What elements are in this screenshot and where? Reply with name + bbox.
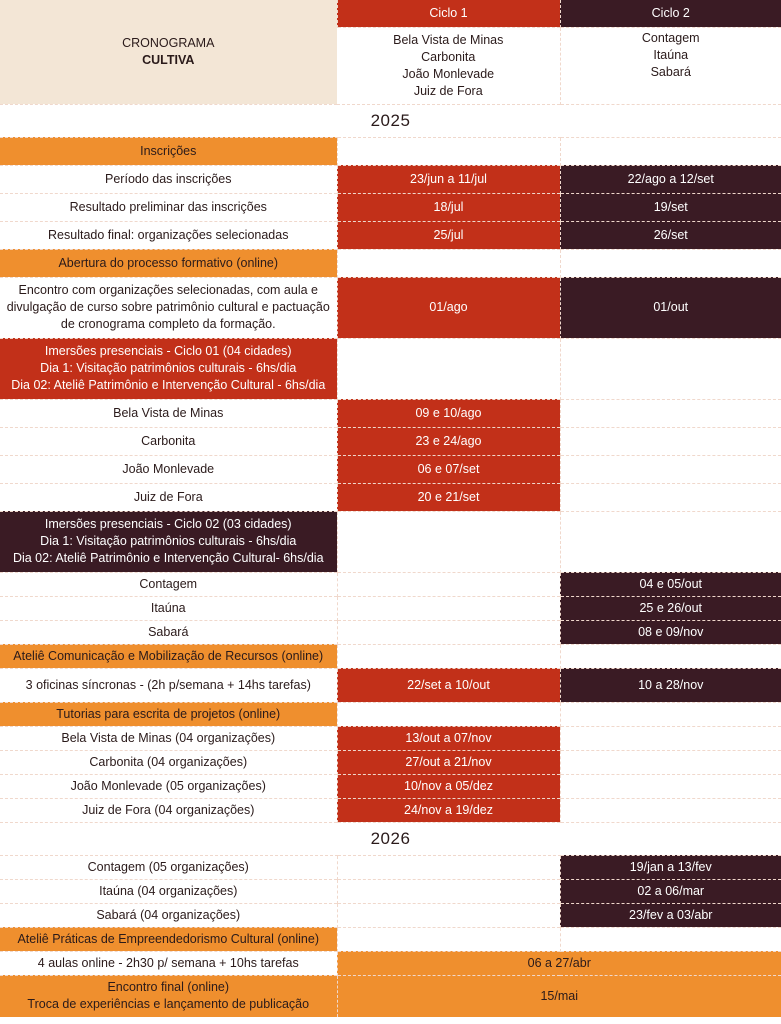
label-line: Encontro com organizações selecionadas, com aula e — [18, 283, 318, 297]
ciclo2-cities — [560, 27, 781, 104]
row-label — [0, 277, 337, 338]
ciclo2-date: 19/set — [560, 193, 781, 221]
empty-cell — [560, 726, 781, 750]
section-abertura: Abertura do processo formativo (online) — [0, 249, 337, 277]
ciclo1-header: Ciclo 1 — [337, 0, 560, 27]
row-label: Carbonita — [0, 427, 337, 455]
row-label: 4 aulas online - 2h30 p/ semana + 10hs tarefas — [0, 951, 337, 975]
ciclo2-date: 25 e 26/out — [560, 596, 781, 620]
empty-cell — [560, 483, 781, 511]
empty-cell — [560, 399, 781, 427]
ciclo2-date: 22/ago a 12/set — [560, 165, 781, 193]
city: João Monlevade — [402, 66, 495, 81]
empty-cell — [337, 855, 560, 879]
empty-cell — [337, 644, 560, 668]
empty-cell — [337, 338, 560, 399]
row-label: Resultado preliminar das inscrições — [0, 193, 337, 221]
city: Contagem — [641, 30, 700, 45]
ciclo1-cities — [337, 27, 560, 104]
ciclo1-date: 09 e 10/ago — [337, 399, 560, 427]
row-label: Sabará — [0, 620, 337, 644]
ciclo2-date: 02 a 06/mar — [560, 879, 781, 903]
empty-cell — [337, 903, 560, 927]
city: Bela Vista de Minas — [393, 32, 504, 47]
ciclo2-date: 23/fev a 03/abr — [560, 903, 781, 927]
section-line: Dia 02: Ateliê Patrimônio e Intervenção Cultural- 6hs/dia — [12, 551, 324, 565]
empty-cell — [560, 455, 781, 483]
city: Itaúna — [653, 47, 689, 62]
empty-cell — [560, 774, 781, 798]
section-atelie-empreendedorismo: Ateliê Práticas de Empreendedorismo Cultural (online) — [0, 927, 337, 951]
empty-cell — [337, 596, 560, 620]
empty-cell — [560, 511, 781, 572]
row-label: Bela Vista de Minas (04 organizações) — [0, 726, 337, 750]
row-label: João Monlevade — [0, 455, 337, 483]
empty-cell — [337, 879, 560, 903]
row-label: 3 oficinas síncronas - (2h p/semana + 14hs tarefas) — [0, 668, 337, 702]
ciclo1-date: 23 e 24/ago — [337, 427, 560, 455]
empty-cell — [337, 702, 560, 726]
title-line-2: CULTIVA — [142, 52, 195, 67]
empty-cell — [560, 249, 781, 277]
city: Carbonita — [421, 49, 476, 64]
empty-cell — [337, 249, 560, 277]
ciclo1-date: 23/jun a 11/jul — [337, 165, 560, 193]
ciclo1-date: 10/nov a 05/dez — [337, 774, 560, 798]
row-label: Itaúna — [0, 596, 337, 620]
row-label: Itaúna (04 organizações) — [0, 879, 337, 903]
shared-date: 06 a 27/abr — [337, 951, 781, 975]
empty-cell — [337, 620, 560, 644]
section-line: Dia 1: Visitação patrimônios culturais - 6hs/dia — [40, 361, 297, 375]
empty-cell — [337, 511, 560, 572]
section-line: Dia 1: Visitação patrimônios culturais - 6hs/dia — [40, 534, 297, 548]
ciclo1-date: 24/nov a 19/dez — [337, 798, 560, 822]
ciclo2-date: 04 e 05/out — [560, 572, 781, 596]
empty-cell — [560, 927, 781, 951]
year-heading: 2025 — [0, 104, 781, 137]
ciclo1-date: 25/jul — [337, 221, 560, 249]
section-tutorias: Tutorias para escrita de projetos (online) — [0, 702, 337, 726]
empty-cell — [337, 137, 560, 165]
empty-cell — [560, 750, 781, 774]
label-line: Encontro final (online) — [107, 980, 230, 995]
empty-cell — [560, 644, 781, 668]
ciclo1-date: 13/out a 07/nov — [337, 726, 560, 750]
year-heading: 2026 — [0, 822, 781, 855]
empty-cell — [560, 137, 781, 165]
section-encontro-final — [0, 975, 337, 1017]
section-imersoes-ciclo1 — [0, 338, 337, 399]
ciclo1-date: 27/out a 21/nov — [337, 750, 560, 774]
row-label: Período das inscrições — [0, 165, 337, 193]
ciclo2-date: 08 e 09/nov — [560, 620, 781, 644]
section-inscricoes: Inscrições — [0, 137, 337, 165]
shared-date: 15/mai — [337, 975, 781, 1017]
section-line: Dia 02: Ateliê Patrimônio e Intervenção Cultural - 6hs/dia — [11, 378, 326, 392]
ciclo1-date: 20 e 21/set — [337, 483, 560, 511]
empty-cell — [560, 702, 781, 726]
section-imersoes-ciclo2 — [0, 511, 337, 572]
row-label: Contagem (05 organizações) — [0, 855, 337, 879]
empty-cell — [560, 427, 781, 455]
ciclo2-date: 01/out — [560, 277, 781, 338]
section-atelie-comunicacao: Ateliê Comunicação e Mobilização de Recursos (online) — [0, 644, 337, 668]
city: Sabará — [650, 64, 691, 79]
label-line: Troca de experiências e lançamento de publicação — [27, 997, 310, 1012]
row-label: Juiz de Fora (04 organizações) — [0, 798, 337, 822]
label-line: divulgação de curso sobre patrimônio cultural e pactuação — [6, 300, 330, 314]
row-label: Carbonita (04 organizações) — [0, 750, 337, 774]
ciclo1-date: 18/jul — [337, 193, 560, 221]
ciclo2-header: Ciclo 2 — [560, 0, 781, 27]
ciclo1-date: 22/set a 10/out — [337, 668, 560, 702]
section-line: Imersões presenciais - Ciclo 02 (03 cidades) — [44, 517, 292, 531]
title-line-1: CRONOGRAMA — [122, 35, 215, 50]
ciclo1-date: 01/ago — [337, 277, 560, 338]
row-label: João Monlevade (05 organizações) — [0, 774, 337, 798]
empty-cell — [337, 927, 560, 951]
ciclo1-date: 06 e 07/set — [337, 455, 560, 483]
city: Juiz de Fora — [413, 83, 483, 98]
label-line: de cronograma completo da formação. — [60, 317, 276, 331]
ciclo2-date: 26/set — [560, 221, 781, 249]
empty-cell — [337, 572, 560, 596]
row-label: Bela Vista de Minas — [0, 399, 337, 427]
row-label: Sabará (04 organizações) — [0, 903, 337, 927]
schedule-title — [0, 0, 337, 104]
row-label: Juiz de Fora — [0, 483, 337, 511]
empty-cell — [560, 798, 781, 822]
empty-cell — [560, 338, 781, 399]
section-line: Imersões presenciais - Ciclo 01 (04 cidades) — [44, 344, 292, 358]
row-label: Contagem — [0, 572, 337, 596]
row-label: Resultado final: organizações selecionadas — [0, 221, 337, 249]
ciclo2-date: 10 a 28/nov — [560, 668, 781, 702]
ciclo2-date: 19/jan a 13/fev — [560, 855, 781, 879]
